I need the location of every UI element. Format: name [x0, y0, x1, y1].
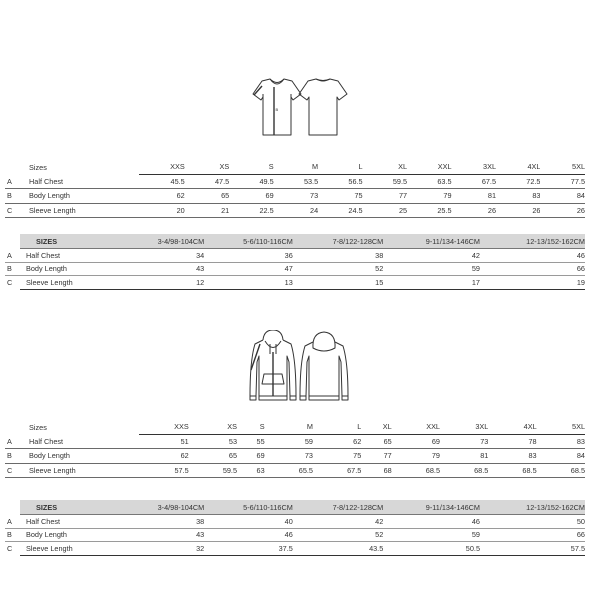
size-header: 3-4/98-104CM [121, 500, 204, 515]
hoodie-kids-size-table [5, 500, 585, 556]
hoodie-back-icon [300, 332, 348, 400]
table-cell: 57.5 [480, 542, 585, 556]
table-row [5, 542, 585, 556]
row-letter: B [5, 189, 29, 204]
table-cell: 37.5 [204, 542, 293, 556]
row-label: Half Chest [20, 515, 121, 529]
table-cell: 83 [488, 449, 536, 464]
table-cell: 52 [293, 262, 383, 276]
table-cell: 46 [383, 515, 480, 529]
table-cell: 72.5 [496, 174, 540, 189]
row-letter: A [5, 174, 29, 189]
table-cell: 34 [121, 249, 204, 263]
table-cell: 59 [265, 434, 313, 449]
table-row [5, 515, 585, 529]
table-cell: 56.5 [318, 174, 362, 189]
table-cell: 67.5 [452, 174, 496, 189]
table-cell: 65 [189, 449, 237, 464]
table-cell: 43.5 [293, 542, 383, 556]
table-cell: 68.5 [392, 463, 440, 478]
row-letter: C [7, 544, 13, 553]
size-header: M [265, 420, 313, 434]
table-cell: 65 [361, 434, 391, 449]
table-cell: 66 [480, 528, 585, 542]
table-cell: 73 [440, 434, 488, 449]
tshirt-back-icon [299, 79, 347, 135]
table-cell: 65.5 [265, 463, 313, 478]
table-cell: 17 [383, 276, 480, 290]
table-cell: 69 [229, 189, 273, 204]
row-label: Body Length [20, 528, 121, 542]
row-label: Sleeve Length [29, 463, 139, 478]
size-header: 12-13/152-162CM [480, 500, 585, 515]
size-header: 9-11/134-146CM [383, 500, 480, 515]
table-cell: 62 [139, 449, 189, 464]
table-row [5, 189, 585, 204]
table-cell: 32 [121, 542, 204, 556]
table-cell: 25.5 [407, 203, 451, 218]
table-cell: 59 [383, 262, 480, 276]
size-header: M [274, 160, 318, 174]
size-header: 5XL [540, 160, 585, 174]
size-header: 4XL [496, 160, 540, 174]
size-header: XXL [407, 160, 451, 174]
size-header: 3XL [440, 420, 488, 434]
row-letter: C [7, 278, 13, 287]
table-cell: 26 [496, 203, 540, 218]
size-header: 3XL [452, 160, 496, 174]
table-cell: 73 [274, 189, 318, 204]
table-cell: 25 [363, 203, 407, 218]
table-cell: 59.5 [363, 174, 407, 189]
table-row [5, 249, 585, 263]
row-letter: B [5, 449, 29, 464]
table-cell: 75 [313, 449, 361, 464]
size-header: 5-6/110-116CM [204, 234, 293, 249]
size-header: 3-4/98-104CM [121, 234, 204, 249]
table-cell: 73 [265, 449, 313, 464]
size-header: XS [189, 420, 237, 434]
table-cell: 53 [189, 434, 237, 449]
table-cell: 79 [392, 449, 440, 464]
row-letter: A [5, 249, 20, 263]
table-cell: 21 [185, 203, 229, 218]
table-cell: 43 [121, 528, 204, 542]
table-cell: 42 [383, 249, 480, 263]
row-letter: A [5, 434, 29, 449]
row-label: Half Chest [20, 249, 121, 263]
table-cell: 38 [121, 515, 204, 529]
table-header-row [5, 500, 585, 515]
row-letter: B [5, 262, 20, 276]
row-label: Body Length [20, 262, 121, 276]
size-header: 5-6/110-116CM [204, 500, 293, 515]
hoodie-adult-size-table [5, 420, 585, 478]
table-cell: 40 [204, 515, 293, 529]
table-row [5, 434, 585, 449]
table-cell: 66 [480, 262, 585, 276]
table-cell: 50 [480, 515, 585, 529]
table-row [5, 276, 585, 290]
table-cell: 24.5 [318, 203, 362, 218]
table-cell: 84 [537, 449, 585, 464]
table-cell: 12 [121, 276, 204, 290]
table-cell: 81 [440, 449, 488, 464]
row-label: Sleeve Length [20, 542, 121, 556]
size-header: 12-13/152-162CM [480, 234, 585, 249]
row-letter: B [5, 528, 20, 542]
table-cell: 77 [361, 449, 391, 464]
table-cell: 24 [274, 203, 318, 218]
table-cell: 53.5 [274, 174, 318, 189]
row-letter: C [5, 203, 29, 218]
table-cell: 46 [480, 249, 585, 263]
table-cell: 67.5 [313, 463, 361, 478]
table-cell: 19 [480, 276, 585, 290]
table-cell: 59 [383, 528, 480, 542]
tshirt-front-icon [253, 79, 301, 135]
table-cell: 83 [496, 189, 540, 204]
table-cell: 50.5 [383, 542, 480, 556]
size-header: 7-8/122-128CM [293, 500, 383, 515]
table-cell: 84 [540, 189, 585, 204]
svg-text:B: B [275, 107, 279, 112]
row-label: Half Chest [29, 434, 139, 449]
size-header: XXL [392, 420, 440, 434]
table-cell: 46 [204, 528, 293, 542]
table-header-row [5, 160, 585, 174]
table-cell: 47 [204, 262, 293, 276]
table-cell: 68.5 [537, 463, 585, 478]
size-header: L [318, 160, 362, 174]
sizes-header: Sizes [29, 162, 47, 172]
table-cell: 68.5 [440, 463, 488, 478]
table-cell: 68 [361, 463, 391, 478]
size-header: XS [185, 160, 229, 174]
table-cell: 57.5 [139, 463, 189, 478]
table-row [5, 262, 585, 276]
row-label: Sleeve Length [20, 276, 121, 290]
table-cell: 22.5 [229, 203, 273, 218]
table-row [5, 463, 585, 478]
size-header: L [313, 420, 361, 434]
table-cell: 68.5 [488, 463, 536, 478]
size-header: 9-11/134-146CM [383, 234, 480, 249]
table-cell: 42 [293, 515, 383, 529]
table-cell: 59.5 [189, 463, 237, 478]
size-header: 7-8/122-128CM [293, 234, 383, 249]
table-cell: 78 [488, 434, 536, 449]
table-cell: 63 [237, 463, 265, 478]
table-cell: 75 [318, 189, 362, 204]
table-cell: 77.5 [540, 174, 585, 189]
row-label: Body Length [29, 189, 139, 204]
table-cell: 43 [121, 262, 204, 276]
row-letter: C [5, 463, 29, 478]
sizes-header: SIZES [20, 500, 121, 515]
table-header-row [5, 234, 585, 249]
row-label: Body Length [29, 449, 139, 464]
table-cell: 62 [139, 189, 185, 204]
table-cell: 62 [313, 434, 361, 449]
hoodie-illustration [246, 330, 350, 404]
table-cell: 55 [237, 434, 265, 449]
tshirt-kids-size-table [5, 234, 585, 290]
sizes-header: SIZES [20, 234, 121, 249]
table-row [5, 528, 585, 542]
table-cell: 63.5 [407, 174, 451, 189]
table-cell: 47.5 [185, 174, 229, 189]
sizes-header: Sizes [29, 422, 47, 432]
row-letter: A [5, 515, 20, 529]
table-cell: 20 [139, 203, 185, 218]
row-label: Sleeve Length [29, 203, 139, 218]
size-header: 5XL [537, 420, 585, 434]
table-row [5, 203, 585, 218]
size-header: XXS [139, 160, 185, 174]
size-header: XL [361, 420, 391, 434]
table-cell: 26 [452, 203, 496, 218]
table-header-row [5, 420, 585, 434]
tshirt-illustration [245, 78, 349, 138]
table-cell: 79 [407, 189, 451, 204]
table-cell: 45.5 [139, 174, 185, 189]
table-cell: 26 [540, 203, 585, 218]
table-cell: 49.5 [229, 174, 273, 189]
table-cell: 51 [139, 434, 189, 449]
size-header: S [237, 420, 265, 434]
table-cell: 83 [537, 434, 585, 449]
table-row [5, 449, 585, 464]
hoodie-front-icon [250, 330, 296, 400]
size-header: 4XL [488, 420, 536, 434]
table-cell: 52 [293, 528, 383, 542]
table-cell: 69 [237, 449, 265, 464]
row-label: Half Chest [29, 174, 139, 189]
size-header: S [229, 160, 273, 174]
table-cell: 65 [185, 189, 229, 204]
table-cell: 38 [293, 249, 383, 263]
table-cell: 36 [204, 249, 293, 263]
table-cell: 69 [392, 434, 440, 449]
table-cell: 81 [452, 189, 496, 204]
table-row [5, 174, 585, 189]
table-cell: 13 [204, 276, 293, 290]
table-cell: 15 [293, 276, 383, 290]
table-cell: 77 [363, 189, 407, 204]
size-header: XXS [139, 420, 189, 434]
tshirt-adult-size-table [5, 160, 585, 218]
size-header: XL [363, 160, 407, 174]
